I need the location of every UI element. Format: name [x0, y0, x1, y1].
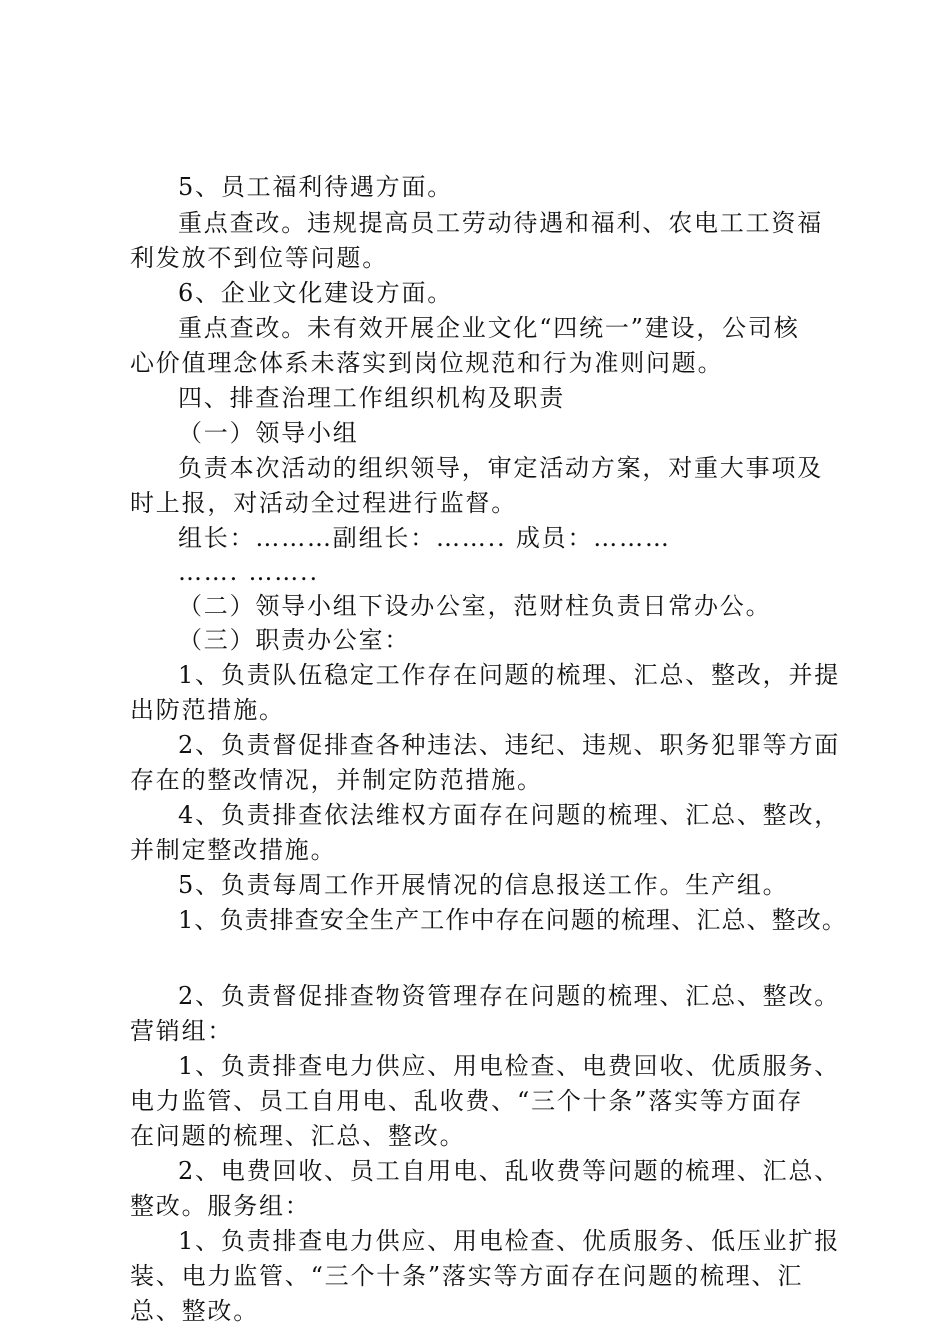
- paragraph-line: 重点查改。违规提高员工劳动待遇和福利、农电工工资福: [178, 209, 823, 237]
- section-heading: 四、排查治理工作组织机构及职责: [178, 384, 565, 412]
- paragraph-line: 整改。服务组：: [130, 1192, 311, 1220]
- group-heading: 营销组：: [130, 1017, 234, 1045]
- paragraph-line: 1、负责排查电力供应、用电检查、电费回收、优质服务、: [178, 1052, 841, 1080]
- subsection-heading: （二）领导小组下设办公室，范财柱负责日常办公。: [178, 592, 772, 620]
- paragraph-line: 4、负责排查依法维权方面存在问题的梳理、汇总、整改，: [178, 801, 841, 829]
- paragraph-line: 利发放不到位等问题。: [130, 244, 388, 272]
- paragraph-line: 2、电费回收、员工自用电、乱收费等问题的梳理、汇总、: [178, 1157, 841, 1185]
- paragraph-line: 5、负责每周工作开展情况的信息报送工作。生产组。: [178, 871, 789, 899]
- paragraph-line: 2、负责督促排查各种违法、违纪、违规、职务犯罪等方面: [178, 731, 841, 759]
- paragraph-line: 存在的整改情况，并制定防范措施。: [130, 766, 543, 794]
- members-line: 组长：………副组长：…….. 成员：………: [178, 524, 671, 552]
- paragraph-line: 并制定整改措施。: [130, 836, 337, 864]
- subsection-heading: （一）领导小组: [178, 419, 359, 447]
- paragraph-line: 1、负责排查电力供应、用电检查、优质服务、低压业扩报: [178, 1227, 841, 1255]
- paragraph-line: 负责本次活动的组织领导，审定活动方案，对重大事项及: [178, 454, 823, 482]
- item-5-heading: 5、员工福利待遇方面。: [178, 173, 454, 201]
- item-6-heading: 6、企业文化建设方面。: [178, 279, 454, 307]
- subsection-heading: （三）职责办公室：: [178, 626, 411, 654]
- paragraph-line: 装、电力监管、“三个十条”落实等方面存在问题的梳理、汇: [130, 1262, 804, 1290]
- paragraph-line: 出防范措施。: [130, 696, 285, 724]
- paragraph-line: 在问题的梳理、汇总、整改。: [130, 1122, 466, 1150]
- paragraph-line: 时上报，对活动全过程进行监督。: [130, 489, 517, 517]
- paragraph-line: 重点查改。未有效开展企业文化“四统一”建设，公司核: [178, 314, 800, 342]
- members-line: ……. ……..: [178, 558, 319, 586]
- paragraph-line: 1、负责排查安全生产工作中存在问题的梳理、汇总、整改。: [178, 906, 847, 934]
- paragraph-line: 1、负责队伍稳定工作存在问题的梳理、汇总、整改，并提: [178, 661, 841, 689]
- paragraph-line: 2、负责督促排查物资管理存在问题的梳理、汇总、整改。: [178, 982, 841, 1010]
- paragraph-line: 心价值理念体系未落实到岗位规范和行为准则问题。: [130, 349, 724, 377]
- paragraph-line: 总、整改。: [130, 1297, 259, 1325]
- paragraph-line: 电力监管、员工自用电、乱收费、“三个十条”落实等方面存: [130, 1087, 804, 1115]
